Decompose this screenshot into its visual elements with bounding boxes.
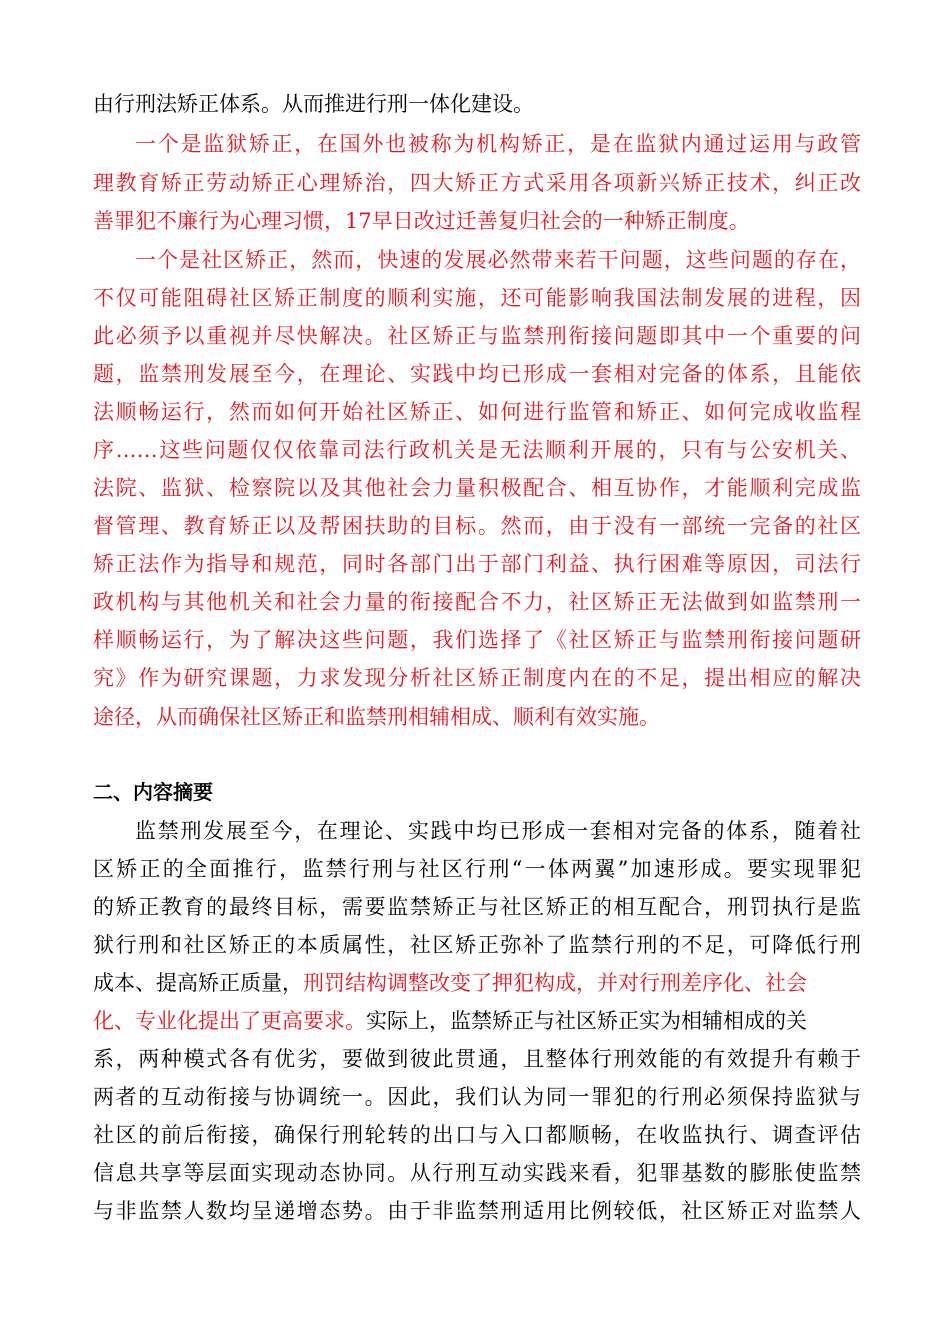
paragraph-2-line-7: 法院、监狱、检察院以及其他社会力量积极配合、相互协作，才能顺利完成监 xyxy=(93,476,861,500)
paragraph-2-line-2: 不仅可能阻碍社区矫正制度的顺利实施，还可能影响我国法制发展的进程，因 xyxy=(93,286,861,310)
paragraph-0-line-1: 由行刑法矫正体系。从而推进行刑一体化建设。 xyxy=(93,92,534,116)
highlighted-text-run: 刑罚结构调整改变了押犯构成，并对行刑差序化、社会 xyxy=(303,971,807,995)
paragraph-3-line-3: 的矫正教育的最终目标，需要监禁矫正与社区矫正的相互配合，刑罚执行是监 xyxy=(93,895,861,919)
plain-text-run: 成本、提高矫正质量， xyxy=(93,971,303,995)
paragraph-2-line-12: 究》作为研究课题，力求发现分析社区矫正制度内在的不足，提出相应的解决 xyxy=(93,666,861,690)
paragraph-3-line-9: 社区的前后衔接，确保行刑轮转的出口与入口都顺畅，在收监执行、调查评估 xyxy=(93,1123,861,1147)
paragraph-3-line-7: 系，两种模式各有优劣，要做到彼此贯通，且整体行刑效能的有效提升有赖于 xyxy=(93,1047,861,1071)
highlighted-text-run: 化、专业化提出了更高要求。 xyxy=(93,1009,366,1033)
paragraph-3-line-6 xyxy=(93,1004,861,1038)
paragraph-2-line-1: 一个是社区矫正，然而，快速的发展必然带来若干问题，这些问题的存在， xyxy=(135,248,861,272)
paragraph-1-line-2: 理教育矫正劳动矫正心理矫治，四大矫正方式采用各项新兴矫正技术，纠正改 xyxy=(93,171,861,195)
paragraph-2-line-3: 此必须予以重视并尽快解决。社区矫正与监禁刑衔接问题即其中一个重要的问 xyxy=(93,324,861,348)
paragraph-1-line-3: 善罪犯不廉行为心理习惯，17早日改过迁善复归社会的一种矫正制度。 xyxy=(93,209,750,233)
paragraph-3-line-10: 信息共享等层面实现动态协同。从行刑互动实践来看，犯罪基数的膨胀使监禁 xyxy=(93,1161,861,1185)
paragraph-3-line-11: 与非监禁人数均呈递增态势。由于非监禁刑适用比例较低，社区矫正对监禁人 xyxy=(93,1199,861,1223)
paragraph-3-line-1: 监禁刑发展至今，在理论、实践中均已形成一套相对完备的体系，随着社 xyxy=(135,819,861,843)
paragraph-2-line-6: 序……这些问题仅仅依靠司法行政机关是无法顺利开展的，只有与公安机关、 xyxy=(93,438,861,462)
paragraph-2-line-8: 督管理、教育矫正以及帮困扶助的目标。然而，由于没有一部统一完备的社区 xyxy=(93,514,861,538)
paragraph-2-line-9: 矫正法作为指导和规范，同时各部门出于部门利益、执行困难等原因，司法行 xyxy=(93,552,861,576)
section-heading: 二、内容摘要 xyxy=(93,780,213,804)
paragraph-3-line-8: 两者的互动衔接与协调统一。因此，我们认为同一罪犯的行刑必须保持监狱与 xyxy=(93,1085,861,1109)
paragraph-2-line-4: 题，监禁刑发展至今，在理论、实践中均已形成一套相对完备的体系，且能依 xyxy=(93,362,861,386)
paragraph-2-line-13: 途径，从而确保社区矫正和监禁刑相辅相成、顺利有效实施。 xyxy=(93,705,660,729)
paragraph-2-line-10: 政机构与其他机关和社会力量的衔接配合不力，社区矫正无法做到如监禁刑一 xyxy=(93,590,861,614)
paragraph-1-line-1: 一个是监狱矫正，在国外也被称为机构矫正，是在监狱内通过运用与政管 xyxy=(135,132,861,156)
paragraph-3-line-4: 狱行刑和社区矫正的本质属性，社区矫正弥补了监禁行刑的不足，可降低行刑 xyxy=(93,933,861,957)
paragraph-2-line-5: 法顺畅运行，然而如何开始社区矫正、如何进行监管和矫正、如何完成收监程 xyxy=(93,400,861,424)
paragraph-3-line-5 xyxy=(93,966,861,1000)
paragraph-2-line-11: 样顺畅运行，为了解决这些问题，我们选择了《社区矫正与监禁刑衔接问题研 xyxy=(93,628,861,652)
paragraph-3-line-2: 区矫正的全面推行，监禁行刑与社区行刑“一体两翼”加速形成。要实现罪犯 xyxy=(93,857,861,881)
plain-text-run: 实际上，监禁矫正与社区矫正实为相辅相成的关 xyxy=(366,1009,807,1033)
